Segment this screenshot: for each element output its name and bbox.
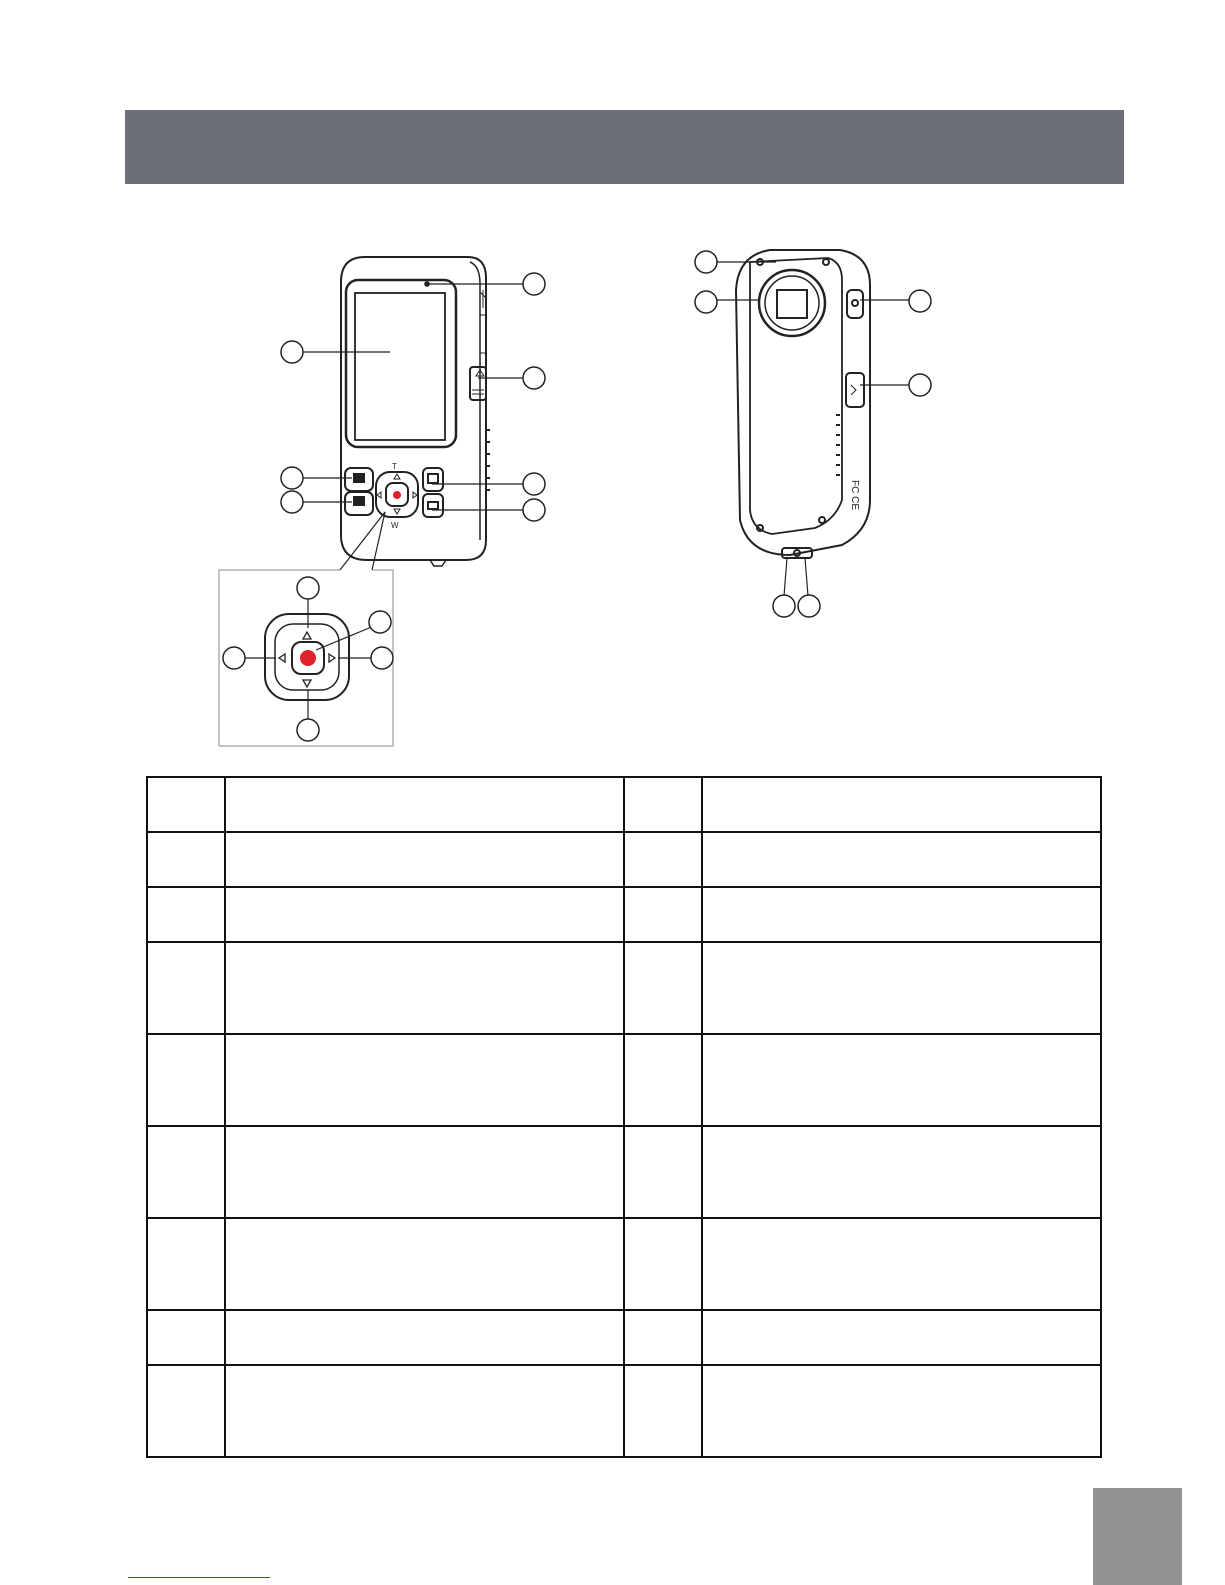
callout-circle: [909, 374, 931, 396]
table-row: [147, 832, 1101, 887]
callout-circle: [369, 611, 391, 633]
part-description-cell: [702, 832, 1101, 887]
part-number-cell: [624, 1034, 702, 1126]
part-number-cell: [624, 942, 702, 1034]
part-number-cell: [624, 1310, 702, 1365]
callout-circle: [909, 290, 931, 312]
table-row: [147, 1365, 1101, 1457]
footer-link[interactable]: [128, 1577, 270, 1578]
callout-circle: [371, 647, 393, 669]
part-number-cell: [147, 887, 225, 942]
part-number-cell: [624, 777, 702, 832]
callout-circle: [798, 595, 820, 617]
part-description-cell: [225, 832, 624, 887]
callout-circle: [695, 251, 717, 273]
part-description-cell: [702, 887, 1101, 942]
callout-circle: [523, 499, 545, 521]
lens-window: [777, 290, 807, 318]
callout-circle: [281, 467, 303, 489]
callout-circle: [281, 491, 303, 513]
callout-circle: [695, 291, 717, 313]
table-row: [147, 1126, 1101, 1218]
part-number-cell: [624, 1365, 702, 1457]
callout-circle: [223, 647, 245, 669]
part-number-cell: [147, 1310, 225, 1365]
part-number-cell: [624, 1218, 702, 1310]
callout-circle: [523, 473, 545, 495]
callout-circle: [523, 367, 545, 389]
camera-diagram: [0, 0, 1225, 760]
part-description-cell: [702, 777, 1101, 832]
camera-back-view: [695, 250, 931, 617]
table-row: [147, 887, 1101, 942]
page-number-tab: [1093, 1488, 1182, 1585]
table-row: [147, 942, 1101, 1034]
svg-text:FC CE: FC CE: [849, 480, 860, 510]
table-row: [147, 1034, 1101, 1126]
callout-circle: [297, 577, 319, 599]
part-description-cell: [702, 1034, 1101, 1126]
part-number-cell: [624, 832, 702, 887]
record-button: [300, 650, 316, 666]
part-description-cell: [702, 1365, 1101, 1457]
part-description-cell: [225, 942, 624, 1034]
part-number-cell: [624, 1126, 702, 1218]
part-number-cell: [147, 1365, 225, 1457]
part-description-cell: [702, 1126, 1101, 1218]
part-description-cell: [225, 1365, 624, 1457]
camera-front-view: [302, 257, 524, 570]
part-number-cell: [147, 1034, 225, 1126]
part-description-cell: [702, 1310, 1101, 1365]
record-dot-small: [393, 491, 401, 499]
callout-circle: [281, 341, 303, 363]
part-number-cell: [147, 777, 225, 832]
dpad-detail-view: [219, 570, 393, 746]
part-description-cell: [225, 1218, 624, 1310]
part-description-cell: [225, 777, 624, 832]
lcd-screen: [355, 293, 445, 440]
callout-circle: [297, 719, 319, 741]
part-number-cell: [147, 1126, 225, 1218]
svg-text:W: W: [391, 521, 399, 530]
table-row: [147, 777, 1101, 832]
part-number-cell: [147, 1218, 225, 1310]
callout-circle: [523, 273, 545, 295]
callout-circle: [773, 595, 795, 617]
table-row: [147, 1218, 1101, 1310]
part-number-cell: [624, 887, 702, 942]
part-description-cell: [702, 942, 1101, 1034]
part-description-cell: [702, 1218, 1101, 1310]
part-description-cell: [225, 1310, 624, 1365]
svg-text:T: T: [392, 462, 397, 471]
part-description-cell: [225, 1034, 624, 1126]
table-row: [147, 1310, 1101, 1365]
part-number-cell: [147, 942, 225, 1034]
part-description-cell: [225, 887, 624, 942]
part-number-cell: [147, 832, 225, 887]
part-description-cell: [225, 1126, 624, 1218]
parts-table: [146, 776, 1102, 1458]
